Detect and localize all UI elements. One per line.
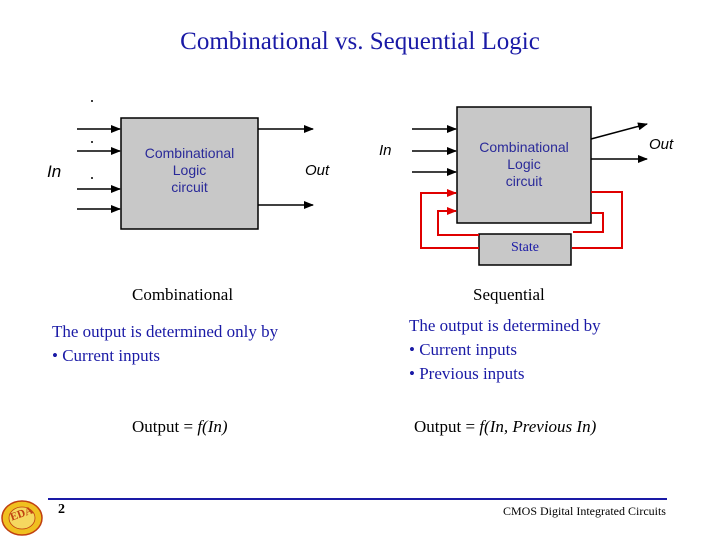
right-box-label-line-3: circuit [505,173,543,189]
left-dot [91,141,93,143]
left-dot [91,100,93,102]
sequential-equation-func: f(In, Previous In) [479,417,597,436]
combinational-description-block [52,320,352,368]
right-output-arrow-1 [591,124,647,139]
page-number: 2 [58,502,65,517]
state-label: State [511,240,539,255]
left-box-label-line-2: Logic [172,162,207,178]
combinational-description: The output is determined only by [52,322,279,341]
left-box-label [121,145,258,196]
combinational-equation-prefix: Output = [132,417,198,436]
sequential-description-block [409,314,709,386]
right-box-label [457,139,591,190]
sequential-bullet-1: • Current inputs [409,340,517,359]
left-output-label: Out [305,162,330,179]
logo-text: EDA [8,504,35,524]
right-input-label: In [379,142,392,159]
combinational-heading: Combinational [132,285,234,304]
right-output-label: Out [649,136,674,153]
sequential-description: The output is determined by [409,316,601,335]
right-box-label-line-2: Logic [507,156,541,172]
combinational-bullet-1: • Current inputs [52,346,160,365]
sequential-bullet-2: • Previous inputs [409,364,525,383]
left-dot [91,177,93,179]
combinational-equation [132,417,228,437]
combinational-equation-func: f(In) [197,417,228,436]
left-box-label-line-3: circuit [171,179,208,195]
left-input-label: In [47,162,62,181]
page-title: Combinational vs. Sequential Logic [180,28,540,55]
sequential-equation [414,417,596,437]
sequential-equation-prefix: Output = [414,417,480,436]
footer-course-title: CMOS Digital Integrated Circuits [503,504,666,518]
right-box-label-line-1: Combinational [479,139,569,155]
sequential-heading: Sequential [473,285,545,304]
left-box-label-line-1: Combinational [144,145,235,161]
